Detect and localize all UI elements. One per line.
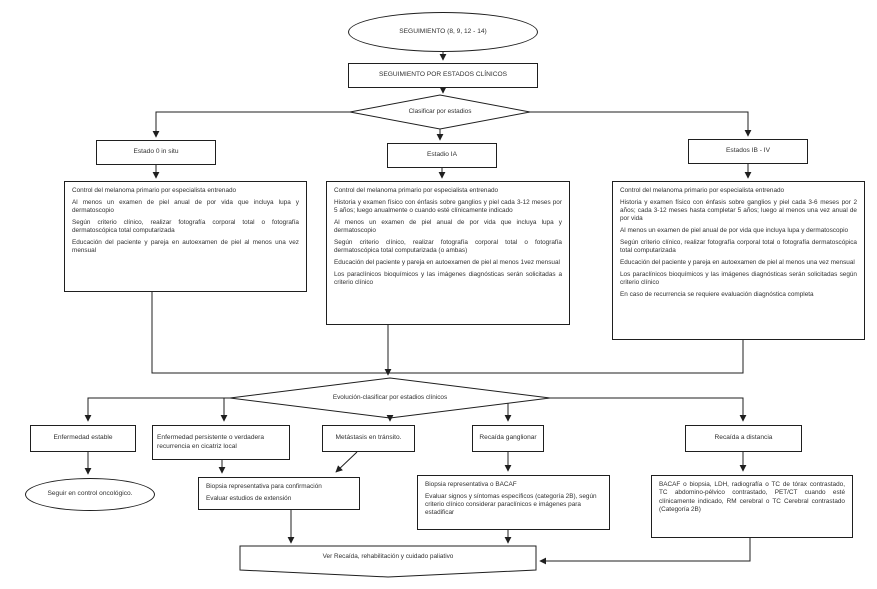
start-oval-label: SEGUIMIENTO (8, 9, 12 - 14) (399, 27, 487, 35)
outcome-distant-label: Recaída a distancia (714, 434, 773, 442)
stage-ib-iv-item: En caso de recurrencia se requiere evaluación diagnóstica completa (620, 291, 814, 299)
stage-ib-iv-item: Educación del paciente y pareja en autoexamen de piel al menos una vez mensual (620, 259, 855, 267)
action-biopsy-bacaf-item: Biopsia representativa o BACAF (425, 481, 517, 488)
wire-decision1-right (530, 112, 748, 136)
outcome-nodal-label: Recaída ganglionar (479, 434, 537, 442)
action-bacaf-ldh-box (651, 475, 853, 538)
stage-0-item: Educación del paciente y pareja en autoexamen de piel al menos una vez mensual (72, 239, 299, 255)
action-biopsy-confirm-item: Biopsia representativa para confirmación (206, 483, 322, 490)
start-oval (348, 12, 538, 52)
wire-ldh-to-final (540, 538, 750, 561)
stage-ia-label-box (387, 143, 497, 168)
action-bacaf-ldh-text: BACAF o biopsia, LDH, radiografía o TC de tórax contrastado, TC abdomino-pélvico contrastado, PET/CT cuando esté clínicamente indicado, RM cerebral o TC Cerebral contrastado (Categoría 2B) (659, 481, 845, 513)
stage-ia-item: Historia y examen físico con énfasis sobre ganglios y piel cada 3-12 meses por 5 años; luego anualmente o cuando esté clínicamente indicado (334, 198, 562, 215)
stage-0-detail-box (64, 181, 307, 292)
stage-ia-detail-box (326, 181, 570, 325)
action-biopsy-confirm-item: Evaluar estudios de extensión (206, 494, 292, 502)
decision1-label: Clasificar por estadios (408, 108, 472, 116)
stage-ib-iv-item: Control del melanoma primario por especialista entrenado (620, 187, 785, 194)
stage-0-item: Según criterio clínico, realizar fotografía corporal total o fotografía dermatoscópica total computarizada (72, 218, 299, 235)
stage-ib-iv-label-box (688, 139, 808, 164)
stage-ib-iv-item: Al menos un examen de piel anual de por vida que incluya lupa y dermatoscopio (620, 227, 849, 235)
wire-merge-right (388, 340, 743, 373)
outcome-transit-box (322, 425, 415, 452)
stage-ib-iv-item: Según criterio clínico, realizar fotografía corporal total o fotografía dermatoscópica total computarizada (620, 239, 857, 255)
outcome-persistent-label: Enfermedad persistente o verdadera recurrencia en cicatriz local (157, 434, 265, 450)
stage-ib-iv-label: Estados IB - IV (726, 147, 770, 155)
outcome-stable-label: Enfermedad estable (53, 434, 113, 442)
decision2-label: Evolución-clasificar por estadios clínicos (332, 394, 448, 402)
action-biopsy-bacaf-box (417, 475, 610, 530)
outcome-transit-label: Metástasis en tránsito. (335, 434, 402, 442)
process-box (348, 63, 538, 88)
final-box-label: Ver Recaída, rehabilitación y cuidado paliativo (322, 553, 454, 561)
stage-ia-item: Los paraclínicos bioquímicos y las imágenes diagnósticas serán solicitadas a criterio clínico (334, 271, 562, 287)
stage-ib-iv-detail-box (612, 181, 865, 340)
stage-ia-item: Según criterio clínico, realizar fotografía corporal total o fotografía dermatoscópica total computarizada (o ambas) (334, 239, 562, 255)
control-oval-label: Seguir en control oncológico. (47, 490, 133, 498)
wire-decision2-far-left (88, 398, 230, 421)
process-box-label: SEGUIMIENTO POR ESTADOS CLÍNICOS (379, 71, 507, 79)
wire-transit-down (336, 452, 357, 472)
outcome-stable-box (30, 425, 136, 452)
stage-0-item: Control del melanoma primario por especialista entrenado (72, 187, 237, 194)
outcome-persistent-box (152, 425, 290, 460)
stage-ia-item: Educación del paciente y pareja en autoexamen de piel al menos 1vez mensual (334, 259, 560, 267)
stage-0-item: Al menos un examen de piel anual de por vida que incluya lupa y dermatoscopio (72, 198, 299, 215)
action-biopsy-bacaf-item: Evaluar signos y síntomas específicos (categoría 2B), según criterio clínico considerar paraclínicos e imágenes para estadificar (425, 492, 597, 517)
action-biopsy-confirm-box (198, 477, 360, 510)
wire-decision2-far-right (550, 398, 743, 421)
stage-ib-iv-item: Los paraclínicos bioquímicos y las imágenes diagnósticas serán solicitadas según criterio clínico (620, 271, 857, 287)
stage-0-label: Estado 0 in situ (133, 148, 179, 156)
wire-decision1-left (156, 112, 350, 137)
control-oval (25, 478, 155, 511)
stage-ia-item: Al menos un examen de piel anual de por vida que incluya lupa y dermatoscopio (334, 218, 562, 235)
stage-ib-iv-item: Historia y examen físico con énfasis sobre ganglios y piel cada 3-6 meses por 2 años; cada 3-12 meses hasta completar 5 años; luego al menos una vez anual de por vida (620, 198, 857, 223)
outcome-distant-box (685, 425, 802, 452)
stage-ia-item: Control del melanoma primario por especialista entrenado (334, 187, 499, 194)
outcome-nodal-box (472, 425, 544, 452)
stage-ia-label: Estadio IA (426, 151, 458, 159)
stage-0-label-box (96, 140, 216, 165)
